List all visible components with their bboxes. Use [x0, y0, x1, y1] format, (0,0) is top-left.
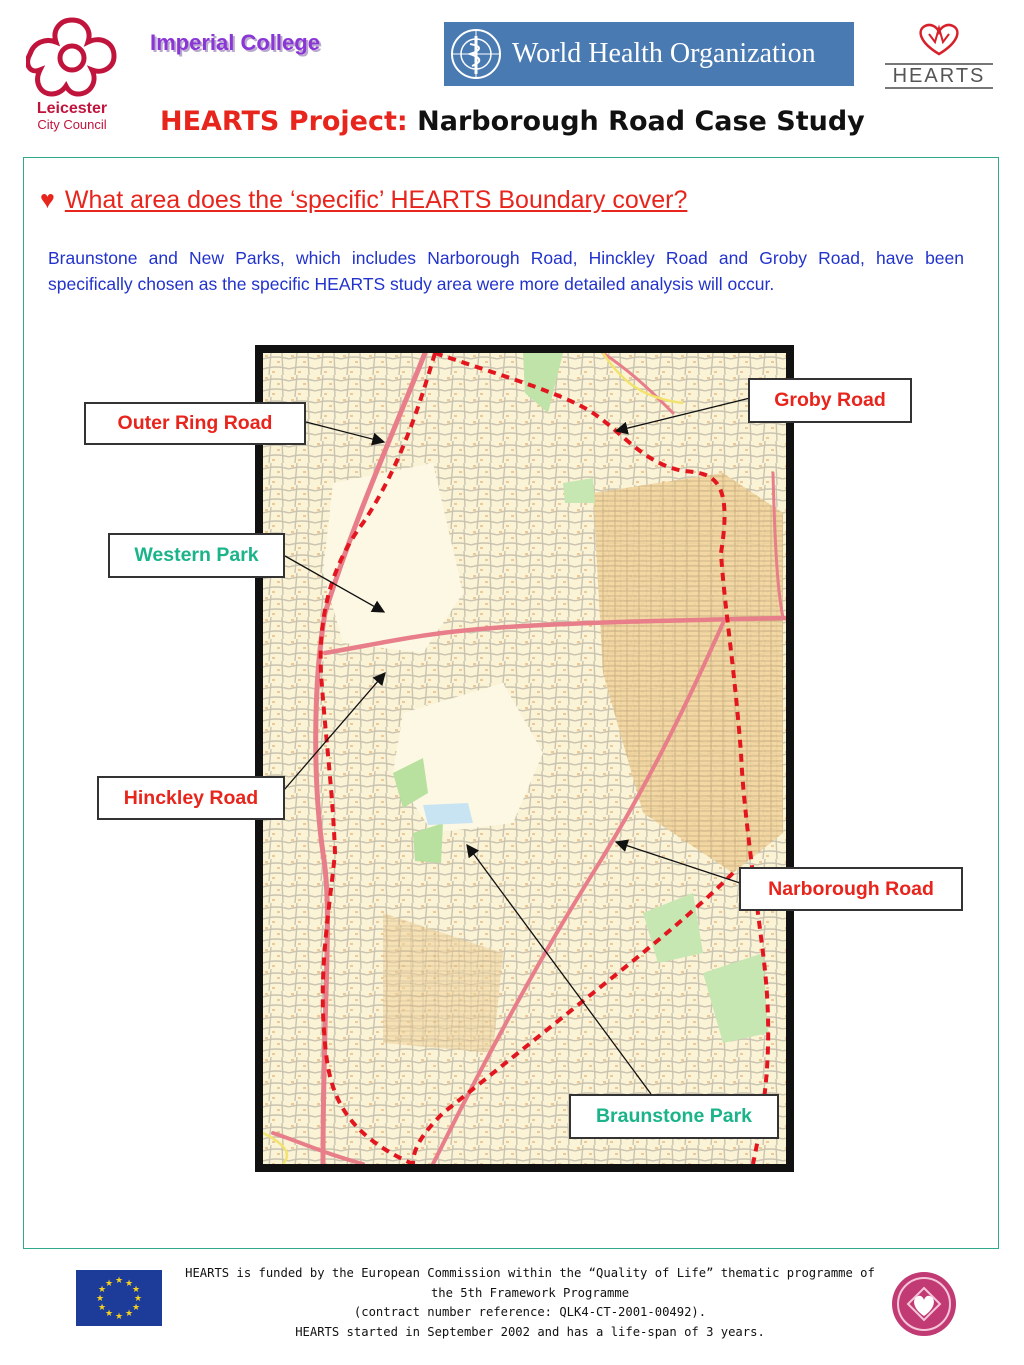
hearts-emblem-icon	[890, 1270, 958, 1338]
page-title-project: HEARTS Project:	[160, 106, 408, 137]
svg-text:★: ★	[114, 1312, 124, 1322]
svg-text:★: ★	[133, 1294, 143, 1304]
funding-line-4: HEARTS started in September 2002 and has a life-span of 3 years.	[295, 1324, 765, 1339]
imperial-college-label: Imperial College	[150, 30, 320, 55]
who-banner-text: World Health Organization	[512, 38, 816, 69]
svg-text:★: ★	[104, 1279, 114, 1289]
intro-paragraph: Braunstone and New Parks, which includes Narborough Road, Hinckley Road and Groby Road, have been specifically chosen as the specific HEARTS study area were more detailed analysis will occur.	[48, 248, 964, 294]
svg-text:★: ★	[124, 1309, 134, 1319]
label-groby-road: Groby Road	[748, 378, 912, 423]
funding-notice	[170, 1264, 890, 1342]
svg-text:★: ★	[124, 1279, 134, 1289]
hearts-logo-text: HEARTS	[885, 63, 994, 89]
label-hinckley-road: Hinckley Road	[97, 776, 285, 820]
funding-line-1: HEARTS is funded by the European Commission within the “Quality of Life” thematic programme of	[185, 1266, 875, 1280]
label-western-park: Western Park	[108, 533, 285, 578]
funding-line-2: the 5th Framework Programme	[430, 1285, 630, 1300]
label-narborough-road: Narborough Road	[739, 867, 963, 911]
eu-flag-icon	[76, 1270, 162, 1326]
svg-text:★: ★	[131, 1303, 141, 1313]
page-title-case-study: Narborough Road Case Study	[417, 106, 865, 137]
label-braunstone-park: Braunstone Park	[569, 1094, 779, 1139]
svg-text:★: ★	[97, 1303, 107, 1313]
council-subtitle: City Council	[37, 117, 107, 132]
svg-text:★: ★	[131, 1285, 141, 1295]
svg-text:★: ★	[97, 1285, 107, 1295]
svg-text:★: ★	[95, 1294, 105, 1304]
funding-line-3: (contract number reference: QLK4-CT-2001-00492).	[353, 1305, 707, 1319]
svg-text:★: ★	[114, 1276, 124, 1286]
svg-text:★: ★	[104, 1309, 114, 1319]
council-name: Leicester	[36, 100, 108, 117]
label-outer-ring-road: Outer Ring Road	[84, 402, 306, 445]
heart-bullet-icon: ♥	[40, 186, 55, 214]
question-text: What area does the ‘specific’ HEARTS Boundary cover?	[64, 186, 688, 214]
